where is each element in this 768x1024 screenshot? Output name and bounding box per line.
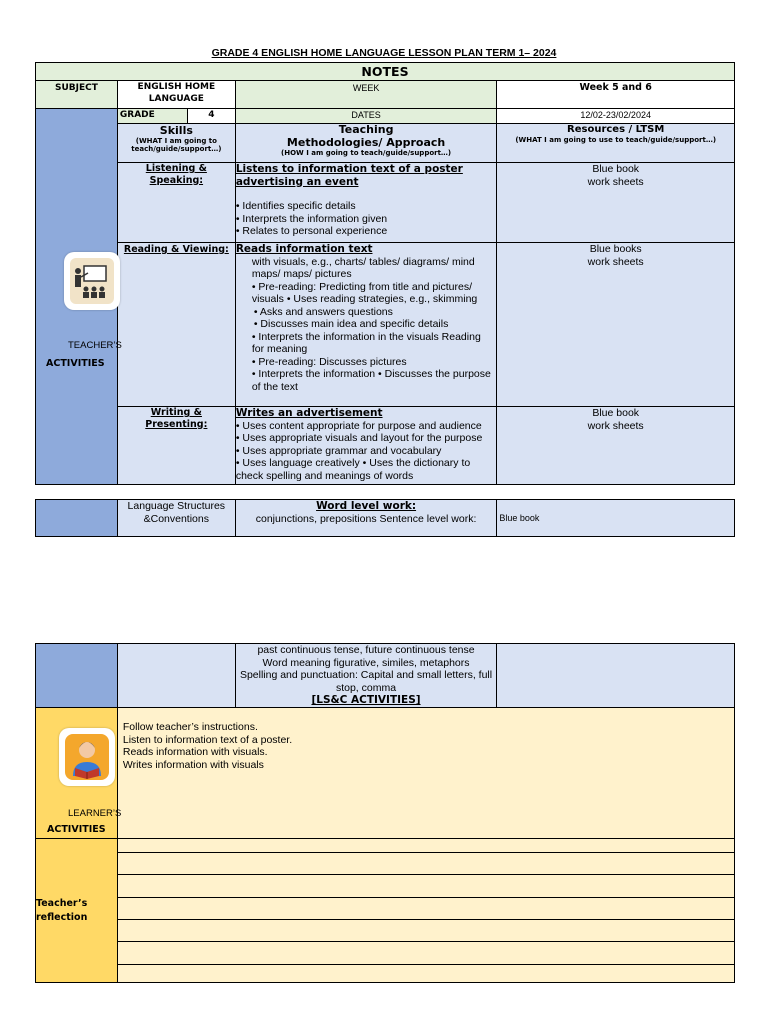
reflection-label: Teacher’s reflection xyxy=(36,898,88,923)
lsc-table xyxy=(35,499,735,537)
learner-activities-label-1: LEARNER’S xyxy=(68,808,122,819)
lsc-resources: Blue book xyxy=(497,500,735,537)
resources-header: Resources / LTSM (WHAT I am going to use to teach/guide/support…) xyxy=(497,124,735,163)
reflection-line xyxy=(118,919,734,920)
lsc-methodology: Word level work: conjunctions, prepositions Sentence level work: xyxy=(235,500,497,537)
grade-label: GRADE xyxy=(117,109,187,124)
continuation-skill-cell xyxy=(117,644,235,708)
skill-reading-viewing: Reading & Viewing: xyxy=(117,243,235,407)
reading-methodology: Reads information text with visuals, e.g., charts/ tables/ diagrams/ mind maps/ maps/ pictures • Pre-reading: Predicting from title and pictures/ visuals • Uses reading strategies, e.g., skimming • Asks and answers questions • Discusses main idea and specific details • Interprets the information in the visuals Reading for meaning • Pre-reading: Discusses pictures • Interprets the information • Discusses the purpose of the text xyxy=(235,243,497,407)
week-label: WEEK xyxy=(235,81,497,109)
grade-value: 4 xyxy=(187,109,235,124)
dates-label: DATES xyxy=(235,109,497,124)
dates-value: 12/02-23/02/2024 xyxy=(497,109,735,124)
week-value: Week 5 and 6 xyxy=(497,81,735,109)
reflection-area xyxy=(117,839,734,983)
subject-value: ENGLISH HOME LANGUAGE xyxy=(117,81,235,109)
continuation-methodology: past continuous tense, future continuous tense Word meaning figurative, similes, metaphors Spelling and punctuation: Capital and small letters, full stop, comma [LS&C ACTIVITIES] xyxy=(235,644,497,708)
notes-heading: NOTES xyxy=(36,63,735,81)
reflection-line xyxy=(118,941,734,942)
learner-reading-icon xyxy=(59,728,115,786)
lsc-skill: Language Structures &Conventions xyxy=(117,500,235,537)
listening-methodology: Listens to information text of a poster advertising an event • Identifies specific details • Interprets the information given • Relates to personal experience xyxy=(235,163,497,243)
reflection-line xyxy=(118,897,734,898)
learner-activities-content: Follow teacher’s instructions. Listen to information text of a poster. Reads information with visuals. Writes information with visuals xyxy=(117,708,734,839)
reading-resources: Blue books work sheets xyxy=(497,243,735,407)
continuation-table xyxy=(35,643,735,983)
subject-label: SUBJECT xyxy=(36,81,118,109)
writing-methodology: Writes an advertisement • Uses content appropriate for purpose and audience • Uses appropriate visuals and layout for the purpose • Uses appropriate grammar and vocabulary • Uses language creatively • Uses the dictionary to check spelling and meanings of words xyxy=(235,407,497,485)
skills-header: Skills (WHAT I am going to teach/guide/support…) xyxy=(117,124,235,163)
writing-resources: Blue book work sheets xyxy=(497,407,735,485)
continuation-resources xyxy=(497,644,735,708)
teacher-classroom-icon xyxy=(64,252,120,310)
reflection-line xyxy=(118,852,734,853)
reflection-line xyxy=(118,964,734,965)
skill-listening-speaking: Listening & Speaking: xyxy=(117,163,235,243)
listening-resources: Blue book work sheets xyxy=(497,163,735,243)
document-title: GRADE 4 ENGLISH HOME LANGUAGE LESSON PLAN TERM 1– 2024 xyxy=(211,47,557,59)
lesson-plan-table xyxy=(35,62,735,485)
teacher-activities-label-1: TEACHER’S xyxy=(68,340,122,351)
skill-writing-presenting: Writing & Presenting: xyxy=(117,407,235,485)
learner-activities-label-2: ACTIVITIES xyxy=(47,824,106,835)
continuation-side-cell xyxy=(36,644,118,708)
lsc-side-cell xyxy=(36,500,118,537)
reflection-line xyxy=(118,874,734,875)
teaching-methodologies-header: Teaching Methodologies/ Approach (HOW I am going to teach/guide/support…) xyxy=(235,124,497,163)
teacher-activities-label-2: ACTIVITIES xyxy=(46,358,105,369)
